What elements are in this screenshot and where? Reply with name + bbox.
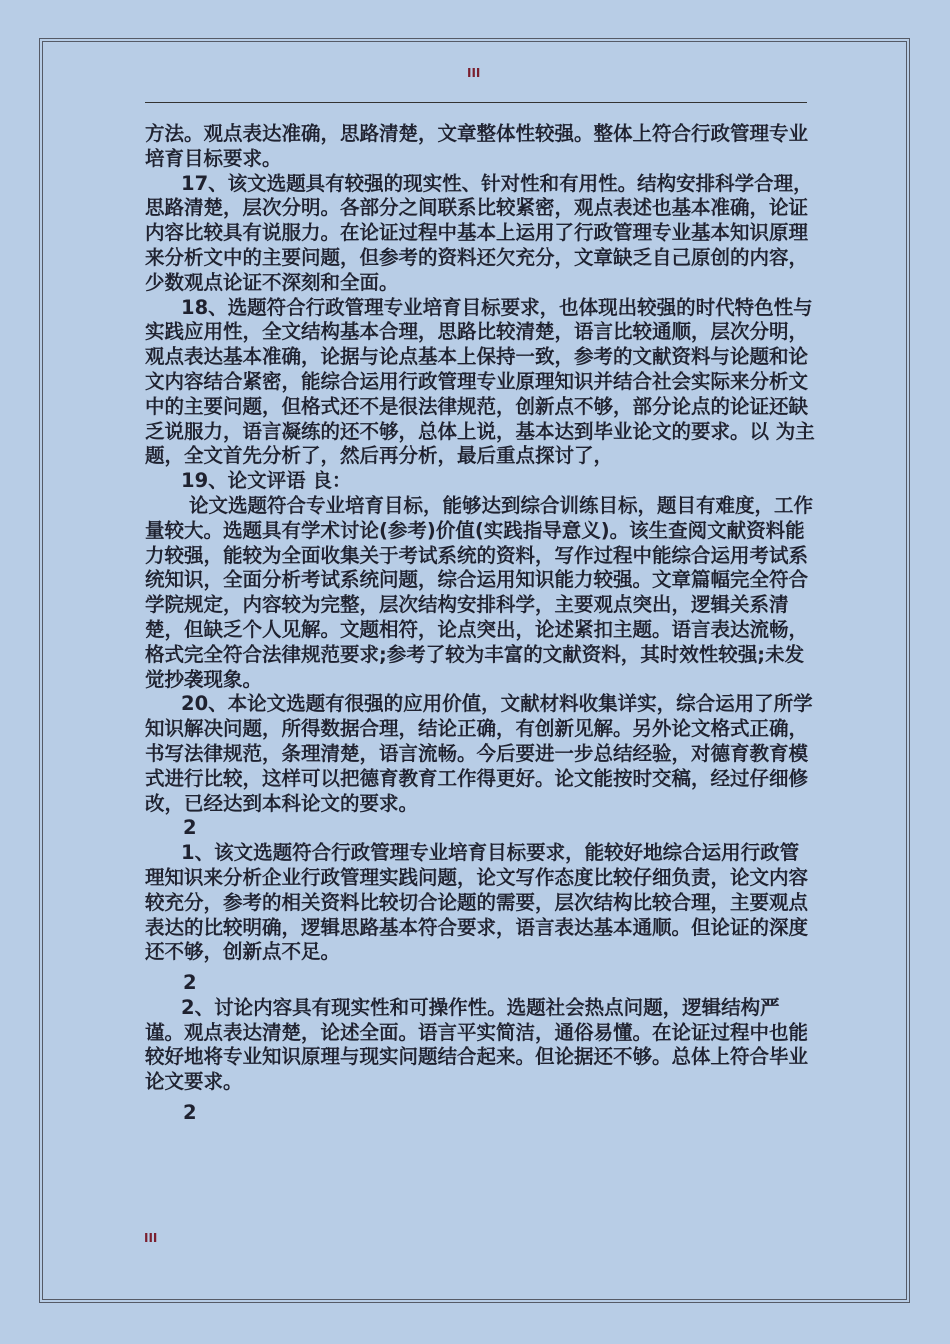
paragraph-2: 2、讨论内容具有现实性和可操作性。选题社会热点问题，逻辑结构严谨。观点表达清楚，论述全面。语言平实简洁，通俗易懂。在论证过程中也能较好地将专业知识原理与现实问题结合起来。但论据还不够。总体上符合毕业论文要求。: [145, 995, 809, 1094]
paragraph-20: 20、本论文选题有很强的应用价值，文献材料收集详实，综合运用了所学知识解决问题，所得数据合理，结论正确，有创新见解。另外论文格式正确，书写法律规范，条理清楚，语言流畅。今后要进一步总结经验，对德育教育模式进行比较，这样可以把德育教育工作得更好。论文能按时交稿，经过仔细修改，已经达到本科论文的要求。: [145, 692, 813, 815]
paragraph-18: 18、选题符合行政管理专业培育目标要求，也体现出较强的时代特色性与实践应用性，全文结构基本合理，思路比较清楚，语言比较通顺，层次分明，观点表达基本准确，论据与论点基本上保持一致，参考的文献资料与论题和论文内容结合紧密，能综合运用行政管理专业原理知识并结合社会实际来分析文中的主要问题，但格式还不是很法律规范，创新点不够，部分论点的论证还缺乏说服力，语言凝练的还不够，总体上说，基本达到毕业论文的要求。以 为主题，全文首先分析了，然后再分析，最后重点探讨了，: [145, 295, 815, 468]
paragraph-1: 1、该文选题符合行政管理专业培育目标要求，能较好地综合运用行政管理知识来分析企业行政管理实践问题，论文写作态度比较仔细负责，论文内容较充分，参考的相关资料比较切合论题的需要，层次结构比较合理，主要观点表达的比较明确，逻辑思路基本符合要求，语言表达基本通顺。但论证的深度还不够，创新点不足。: [145, 841, 809, 964]
section-marker: 2: [183, 1101, 197, 1125]
paragraph-19-heading: 19、论文评语 良：: [181, 469, 352, 493]
header-mark: III: [467, 66, 481, 80]
section-marker: 2: [183, 971, 197, 995]
footer-mark: III: [144, 1231, 158, 1245]
document-body: [145, 122, 817, 1126]
header-rule: [145, 102, 807, 103]
paragraph-17: 17、该文选题具有较强的现实性、针对性和有用性。结构安排科学合理，思路清楚，层次分明。各部分之间联系比较紧密，观点表述也基本准确，论证内容比较具有说服力。在论证过程中基本上运用了行政管理专业基本知识原理来分析文中的主要问题，但参考的资料还欠充分，文章缺乏自己原创的内容，少数观点论证不深刻和全面。: [145, 171, 813, 294]
paragraph-19-body: 论文选题符合专业培育目标，能够达到综合训练目标，题目有难度，工作量较大。选题具有学术讨论(参考)价值(实践指导意义)。该生查阅文献资料能力较强，能较为全面收集关于考试系统的资料，写作过程中能综合运用考试系统知识，全面分析考试系统问题，综合运用知识能力较强。文章篇幅完全符合学院规定，内容较为完整，层次结构安排科学，主要观点突出，逻辑关系清楚，但缺乏个人见解。文题相符，论点突出，论述紧扣主题。语言表达流畅，格式完全符合法律规范要求;参考了较为丰富的文献资料，其时效性较强;未发觉抄袭现象。: [145, 493, 814, 691]
section-marker: 2: [183, 816, 197, 840]
paragraph-continuation: 方法。观点表达准确，思路清楚，文章整体性较强。整体上符合行政管理专业培育目标要求。: [145, 122, 809, 170]
